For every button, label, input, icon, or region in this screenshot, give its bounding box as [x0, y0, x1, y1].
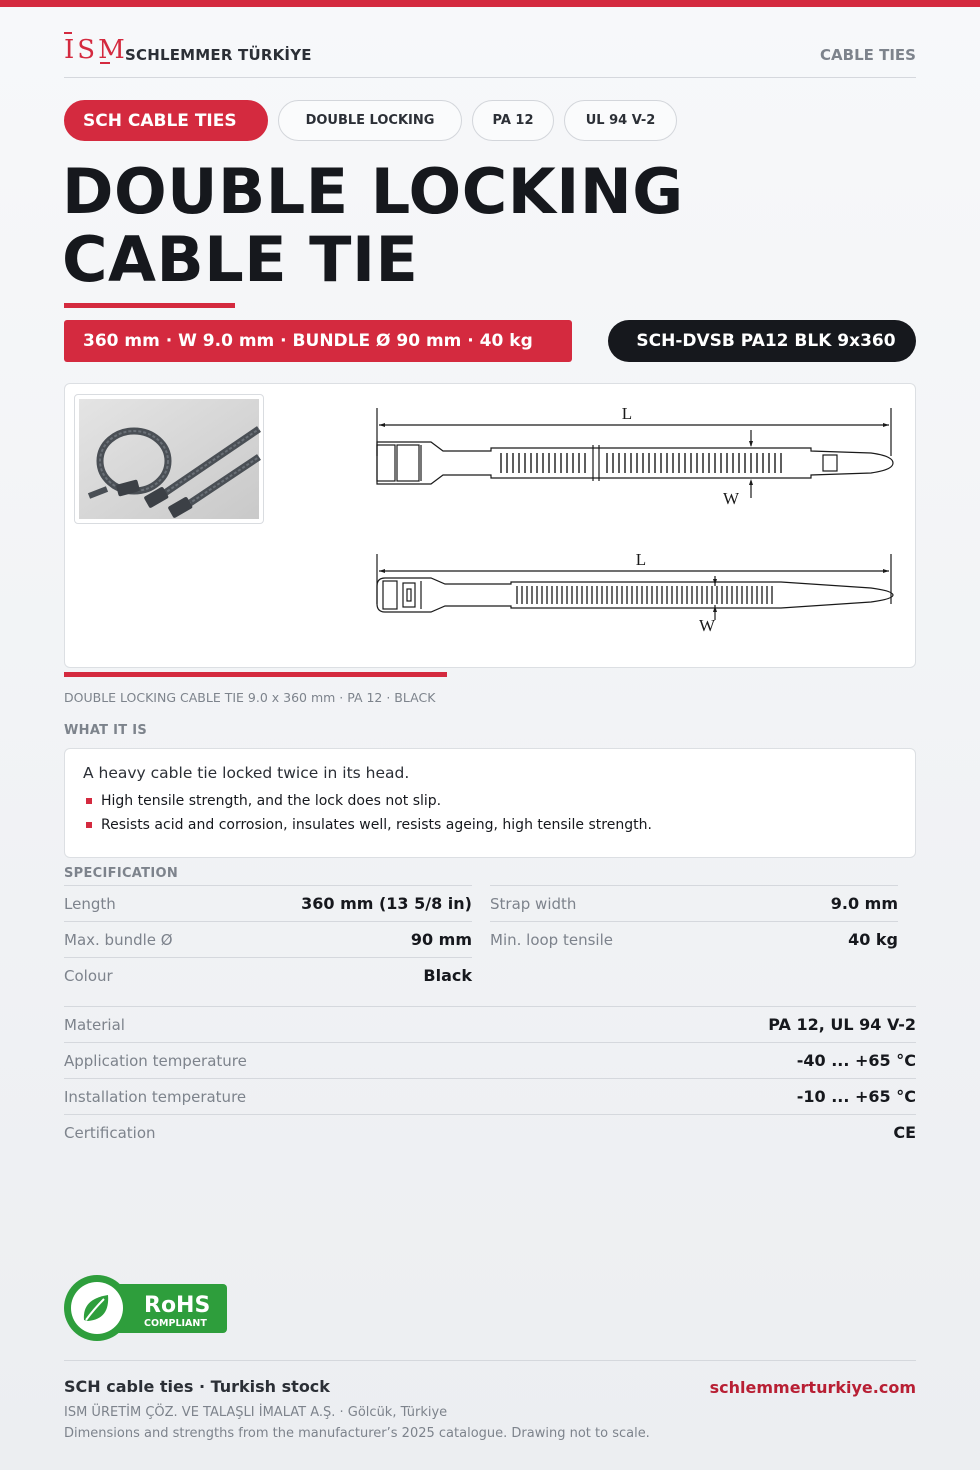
- footer-title: SCH cable ties · Turkish stock: [64, 1377, 330, 1396]
- material-value: PA 12, UL 94 V-2: [768, 1015, 916, 1034]
- spec-row-bundle: [64, 921, 472, 957]
- spec-value: 40 kg: [848, 930, 898, 949]
- material-value: CE: [893, 1123, 916, 1142]
- page-footer: [64, 1360, 916, 1441]
- what-it-is-heading: WHAT IT IS: [64, 723, 148, 738]
- title-line-1: DOUBLE LOCKING: [62, 155, 684, 228]
- spec-key: Strap width: [490, 894, 577, 913]
- application-temp-row: [64, 1042, 916, 1078]
- material-key: Material: [64, 1015, 125, 1034]
- material-value: -10 ... +65 °C: [796, 1087, 916, 1106]
- page-header: [64, 30, 916, 78]
- spec-key: Max. bundle Ø: [64, 930, 173, 949]
- rohs-title: RoHS: [144, 1293, 211, 1318]
- spec-key: Min. loop tensile: [490, 930, 613, 949]
- page-title: [62, 155, 684, 296]
- spec-value: 90 mm: [410, 930, 472, 949]
- material-key: Application temperature: [64, 1051, 247, 1070]
- spec-key: Length: [64, 894, 116, 913]
- brand-name: SCHLEMMER TÜRKİYE: [125, 46, 312, 64]
- feature-bullet: High tensile strength, and the lock does not slip.: [83, 793, 897, 809]
- title-line-2: CABLE TIE: [62, 223, 419, 296]
- tag-double-locking[interactable]: DOUBLE LOCKING: [278, 100, 462, 141]
- material-key: Installation temperature: [64, 1087, 247, 1106]
- rohs-badge: [64, 1275, 228, 1341]
- website-link[interactable]: schlemmerturkiye.com: [709, 1378, 916, 1397]
- tag-pa12[interactable]: PA 12: [472, 100, 554, 141]
- title-underline: [64, 303, 235, 308]
- material-table: [64, 1006, 916, 1150]
- spec-value: 9.0 mm: [830, 894, 898, 913]
- spec-row-colour: [64, 957, 472, 993]
- material-row: [64, 1006, 916, 1042]
- ism-logo: [64, 30, 128, 66]
- technical-drawing: [371, 398, 901, 660]
- section-label: CABLE TIES: [820, 46, 916, 64]
- spec-value: Black: [423, 966, 472, 985]
- width-label-upper: W: [722, 489, 740, 508]
- product-photo-frame: [74, 394, 264, 524]
- length-label-lower: L: [635, 550, 647, 569]
- figure-caption: DOUBLE LOCKING CABLE TIE 9.0 x 360 mm · PA 12 · BLACK: [64, 690, 436, 705]
- svg-text:ISM: ISM: [64, 35, 128, 65]
- feature-bullet: Resists acid and corrosion, insulates well, resists ageing, high tensile strength.: [83, 817, 897, 833]
- sku-badge: SCH-DVSB PA12 BLK 9x360: [608, 320, 916, 362]
- certification-row: [64, 1114, 916, 1150]
- material-value: -40 ... +65 °C: [796, 1051, 916, 1070]
- spec-row-length: [64, 885, 472, 921]
- product-figure: [64, 383, 916, 668]
- rohs-subtitle: COMPLIANT: [144, 1318, 207, 1329]
- top-accent-bar: [0, 0, 980, 7]
- description-lead: A heavy cable tie locked twice in its head.: [83, 764, 410, 782]
- tag-sch-cable-ties[interactable]: SCH CABLE TIES: [64, 100, 268, 141]
- installation-temp-row: [64, 1078, 916, 1114]
- product-photo: [79, 399, 259, 519]
- width-label-lower: W: [698, 616, 716, 635]
- material-key: Certification: [64, 1123, 156, 1142]
- tag-ul94[interactable]: UL 94 V-2: [564, 100, 677, 141]
- what-it-is-box: [64, 748, 916, 858]
- disclaimer-line: Dimensions and strengths from the manufacturer’s 2025 catalogue. Drawing not to scale.: [64, 1426, 650, 1441]
- figure-underline: [64, 672, 447, 677]
- spec-value: 360 mm (13 5/8 in): [301, 894, 472, 913]
- spec-summary-bar: 360 mm · W 9.0 mm · BUNDLE Ø 90 mm · 40 kg: [64, 320, 572, 362]
- specification-heading: SPECIFICATION: [64, 866, 178, 881]
- spec-row-strap-width: [490, 885, 898, 921]
- tag-list: [64, 100, 687, 141]
- length-label-upper: L: [621, 404, 633, 423]
- spec-key: Colour: [64, 966, 113, 985]
- spec-row-tensile: [490, 921, 898, 957]
- company-line: ISM ÜRETİM ÇÖZ. VE TALAŞLI İMALAT A.Ş. · Gölcük, Türkiye: [64, 1405, 448, 1420]
